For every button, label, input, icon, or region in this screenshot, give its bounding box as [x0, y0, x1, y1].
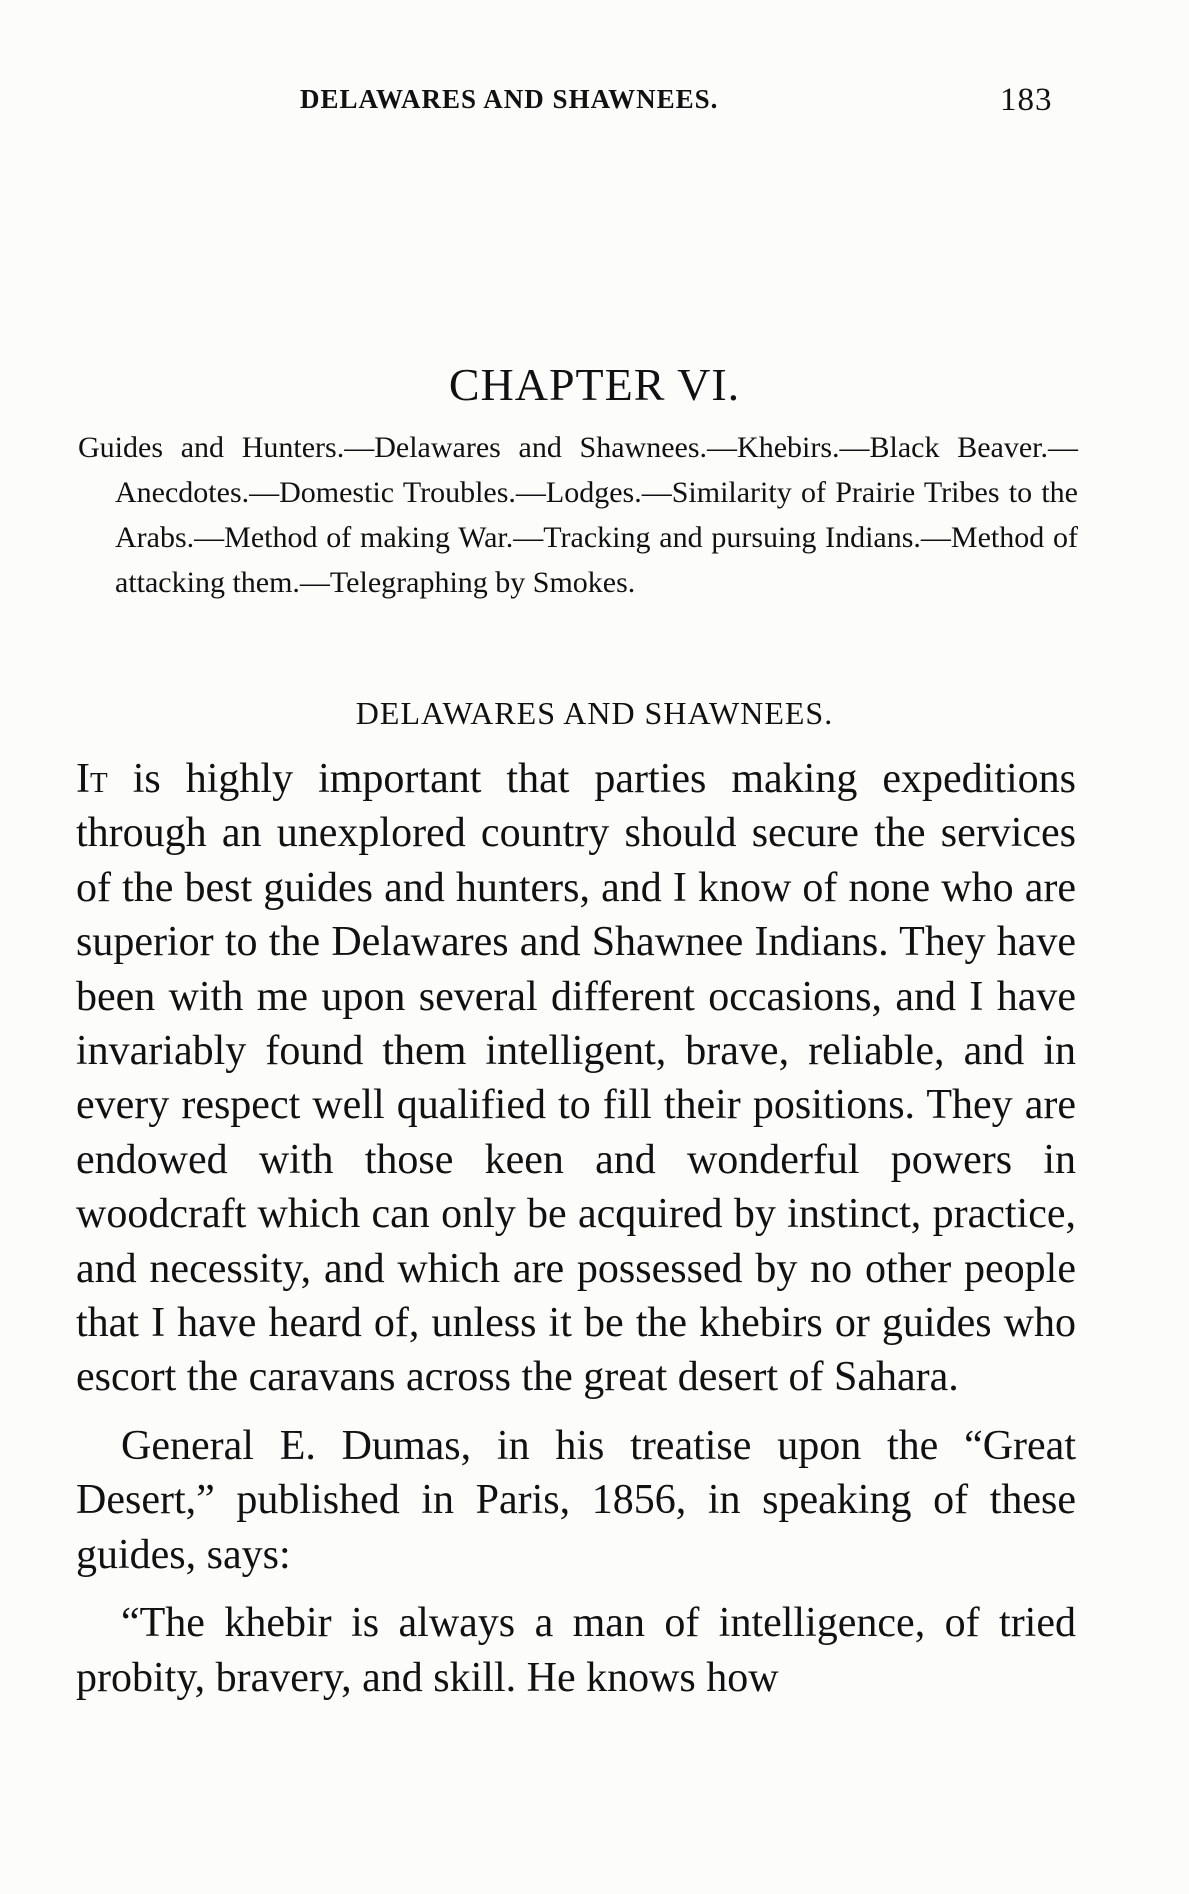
paragraph-2: General E. Dumas, in his treatise upon the “Great Desert,” published in Paris, 1856, in speaking of these guides, says:	[76, 1422, 1076, 1578]
paragraph-3: “The khebir is always a man of intelligence, of tried probity, bravery, and skill. He knows how	[76, 1600, 1076, 1701]
chapter-title: CHAPTER VI.	[448, 359, 741, 410]
running-head: DELAWARES AND SHAWNEES.	[300, 84, 719, 114]
chapter-summary-text: Guides and Hunters.—Delawares and Shawnees.—Khebirs.—Black Beaver.—Anecdotes.—Domestic Troubles.—Lodges.—Similarity of Prairie Tribes to the Arabs.—Method of making War.—Tracking and pursuing Indians.—Method of attacking them.—Telegraphing by Smokes.	[78, 431, 1078, 599]
page-number: 183	[1000, 82, 1053, 118]
body-text	[76, 752, 1076, 1705]
chapter-summary	[78, 425, 1078, 605]
paragraph-1-text: is highly important that parties making expeditions through an unexplored country should secure the services of the best guides and hunters, and I know of none who are superior to the Delawares and Shawnee Indians. They have been with me upon several different occasions, and I have invariably found them intelligent, brave, reliable, and in every respect well qualified to fill their positions. They are endowed with those keen and wonderful powers in woodcraft which can only be acquired by instinct, practice, and necessity, and which are possessed by no other people that I have heard of, unless it be the khebirs or guides who escort the caravans across the great desert of Sahara.	[76, 756, 1076, 1401]
section-title: DELAWARES AND SHAWNEES.	[355, 695, 834, 731]
paragraph-1	[76, 752, 1076, 1405]
paragraph-1-lead: It	[76, 756, 108, 802]
